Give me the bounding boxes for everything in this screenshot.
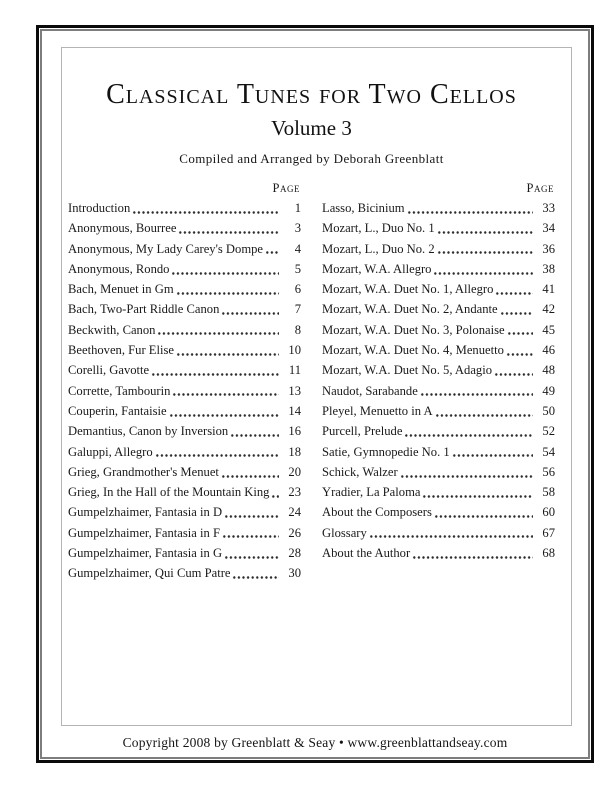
toc-entry-title: Yradier, La Paloma (322, 485, 421, 500)
dot-leader (172, 381, 279, 401)
toc-entry-page: 42 (542, 302, 555, 317)
toc-entry (322, 442, 555, 462)
dot-leader (171, 259, 279, 279)
dot-leader (178, 218, 279, 238)
toc-entry-page: 20 (288, 464, 301, 479)
content-box (61, 47, 572, 726)
toc-entry (322, 421, 555, 441)
dot-leader (507, 320, 533, 340)
toc-entry-page: 68 (542, 546, 555, 561)
toc-entry-page: 30 (288, 566, 301, 581)
toc-entry-title: Naudot, Sarabande (322, 383, 418, 398)
toc-entry-page: 58 (542, 485, 555, 500)
toc-entry (68, 218, 301, 238)
toc-entry-title: Mozart, W.A. Allegro (322, 261, 432, 276)
dot-leader (151, 360, 279, 380)
toc-entry (68, 279, 301, 299)
dot-leader (157, 320, 279, 340)
toc-entry (322, 239, 555, 259)
toc-entry-title: Mozart, W.A. Duet No. 4, Menuetto (322, 343, 504, 358)
toc-entry-page: 16 (288, 424, 301, 439)
toc-entry-page: 33 (542, 201, 555, 215)
toc-entry-title: Anonymous, My Lady Carey's Dompe (68, 241, 264, 256)
dot-leader (494, 360, 533, 380)
toc-entry-title: Galuppi, Allegro (68, 444, 153, 459)
toc-entry-title: Lasso, Bicinium (322, 201, 405, 215)
toc-entry-page: 41 (542, 282, 555, 297)
toc-entry-title: Bach, Two-Part Riddle Canon (68, 302, 220, 317)
toc-entry-title: Corrette, Tambourin (68, 383, 171, 398)
toc-entry-title: Gumpelzhaimer, Fantasia in D (68, 505, 223, 520)
dot-leader (404, 421, 533, 441)
toc-entry-page: 26 (288, 525, 301, 540)
toc-entry-page: 13 (288, 383, 301, 398)
toc-entry (68, 239, 301, 259)
toc-entry (322, 259, 555, 279)
book-title: Classical Tunes for Two Cellos (106, 79, 517, 110)
toc-entry-title: Glossary (322, 525, 367, 540)
volume-label: Volume 3 (271, 116, 352, 140)
dot-leader (437, 218, 533, 238)
toc-entry-title: Gumpelzhaimer, Fantasia in F (68, 525, 220, 540)
toc-entries-left (68, 198, 301, 584)
toc-entry (322, 360, 555, 380)
dot-leader (500, 299, 533, 319)
toc-entry-title: Gumpelzhaimer, Qui Cum Patre (68, 566, 231, 581)
toc-entry-title: Satie, Gymnopedie No. 1 (322, 444, 450, 459)
toc-entry-page: 28 (288, 546, 301, 561)
toc-entry-title: About the Composers (322, 505, 432, 520)
toc-entry-page: 50 (542, 403, 555, 418)
dot-leader (132, 198, 279, 218)
toc-entry-page: 14 (288, 403, 301, 418)
toc-entry (68, 381, 301, 401)
toc-entry-title: Beethoven, Fur Elise (68, 343, 174, 358)
toc-entry-title: Gumpelzhaimer, Fantasia in G (68, 546, 223, 561)
table-of-contents (68, 180, 555, 584)
dot-leader (437, 239, 533, 259)
toc-entry-page: 45 (542, 322, 555, 337)
toc-entry-title: Grieg, Grandmother's Menuet (68, 464, 219, 479)
dot-leader (176, 279, 279, 299)
toc-entry (68, 502, 301, 522)
toc-entry-title: Corelli, Gavotte (68, 363, 150, 378)
toc-entry (68, 563, 301, 583)
toc-entry-page: 38 (542, 261, 555, 276)
page-column-header-right: Page (526, 181, 554, 195)
toc-entry-title: Mozart, L., Duo No. 1 (322, 221, 435, 236)
dot-leader (433, 259, 533, 279)
toc-entry (322, 502, 555, 522)
toc-entry (322, 381, 555, 401)
toc-entry-title: Beckwith, Canon (68, 322, 156, 337)
toc-entry (322, 401, 555, 421)
toc-entry-title: Grieg, In the Hall of the Mountain King (68, 485, 270, 500)
dot-leader (230, 421, 279, 441)
toc-entry-title: Bach, Menuet in Gm (68, 282, 174, 297)
toc-entry-page: 4 (294, 241, 301, 256)
toc-entry-page: 24 (288, 505, 301, 520)
toc-entry-title: Anonymous, Bourree (68, 221, 177, 236)
toc-entry-title: About the Author (322, 546, 411, 561)
dot-leader (224, 543, 279, 563)
toc-entry (68, 543, 301, 563)
dot-leader (232, 563, 279, 583)
toc-entry (68, 360, 301, 380)
toc-entry-page: 34 (542, 221, 555, 236)
toc-entry (322, 198, 555, 218)
toc-entry-page: 11 (288, 363, 301, 378)
toc-entry-title: Demantius, Canon by Inversion (68, 424, 229, 439)
dot-leader (221, 299, 279, 319)
dot-leader (271, 482, 279, 502)
toc-entry (68, 198, 301, 218)
dot-leader (222, 523, 279, 543)
toc-entry-page: 18 (288, 444, 301, 459)
toc-entry (322, 340, 555, 360)
toc-entry-title: Introduction (68, 201, 131, 215)
toc-entry-page: 7 (294, 302, 301, 317)
dot-leader (435, 401, 533, 421)
toc-entry-title: Mozart, W.A. Duet No. 1, Allegro (322, 282, 494, 297)
toc-entry-title: Schick, Walzer (322, 464, 398, 479)
toc-entry (68, 340, 301, 360)
toc-entry (68, 482, 301, 502)
toc-entry-title: Mozart, W.A. Duet No. 2, Andante (322, 302, 498, 317)
dot-leader (506, 340, 533, 360)
toc-entry-page: 6 (294, 282, 301, 297)
toc-entry (68, 401, 301, 421)
toc-entry (322, 523, 555, 543)
dot-leader (176, 340, 279, 360)
dot-leader (434, 502, 533, 522)
dot-leader (495, 279, 533, 299)
dot-leader (407, 198, 533, 218)
dot-leader (369, 523, 533, 543)
toc-entry-page: 67 (542, 525, 555, 540)
toc-entry-title: Mozart, W.A. Duet No. 3, Polonaise (322, 322, 505, 337)
toc-entry (322, 462, 555, 482)
toc-entry-page: 36 (542, 241, 555, 256)
dot-leader (400, 462, 533, 482)
toc-entry (68, 421, 301, 441)
toc-entry-page: 46 (542, 343, 555, 358)
dot-leader (452, 442, 533, 462)
compiler-credit: Compiled and Arranged by Deborah Greenblatt (179, 151, 444, 166)
toc-entry (68, 299, 301, 319)
toc-entry-page: 56 (542, 464, 555, 479)
outer-border-frame (36, 25, 594, 763)
toc-entry-page: 1 (294, 201, 301, 215)
dot-leader (265, 239, 279, 259)
toc-entry-page: 54 (542, 444, 555, 459)
toc-entry (68, 462, 301, 482)
toc-entry (322, 320, 555, 340)
toc-entry (322, 543, 555, 563)
dot-leader (420, 381, 533, 401)
toc-entry-title: Mozart, W.A. Duet No. 5, Adagio (322, 363, 492, 378)
toc-entry (68, 259, 301, 279)
toc-entry (68, 442, 301, 462)
toc-entry-title: Couperin, Fantaisie (68, 403, 167, 418)
toc-entry-page: 3 (294, 221, 301, 236)
toc-entry-page: 49 (542, 383, 555, 398)
toc-entry-page: 60 (542, 505, 555, 520)
dot-leader (422, 482, 533, 502)
dot-leader (155, 442, 279, 462)
toc-entry (322, 482, 555, 502)
toc-column-right (322, 180, 555, 584)
toc-entry (322, 279, 555, 299)
copyright-footer: Copyright 2008 by Greenblatt & Seay • www.greenblattandseay.com (122, 735, 508, 750)
toc-entry (68, 523, 301, 543)
toc-entry-page: 8 (294, 322, 301, 337)
toc-entry (322, 218, 555, 238)
dot-leader (169, 401, 279, 421)
toc-entry-page: 10 (288, 343, 301, 358)
toc-entry-page: 5 (294, 261, 301, 276)
page-column-header-left: Page (272, 181, 300, 195)
toc-entry-page: 52 (542, 424, 555, 439)
mid-border-frame (40, 29, 590, 759)
toc-entry (68, 320, 301, 340)
toc-column-left (68, 180, 301, 584)
dot-leader (221, 462, 279, 482)
toc-entries-right (322, 198, 555, 563)
dot-leader (224, 502, 279, 522)
dot-leader (412, 543, 533, 563)
toc-entry-page: 23 (288, 485, 301, 500)
toc-entry-title: Anonymous, Rondo (68, 261, 170, 276)
toc-entry-title: Pleyel, Menuetto in A (322, 403, 433, 418)
title-block (68, 78, 555, 167)
toc-entry-title: Mozart, L., Duo No. 2 (322, 241, 435, 256)
toc-entry-title: Purcell, Prelude (322, 424, 403, 439)
toc-entry-page: 48 (542, 363, 555, 378)
toc-entry (322, 299, 555, 319)
